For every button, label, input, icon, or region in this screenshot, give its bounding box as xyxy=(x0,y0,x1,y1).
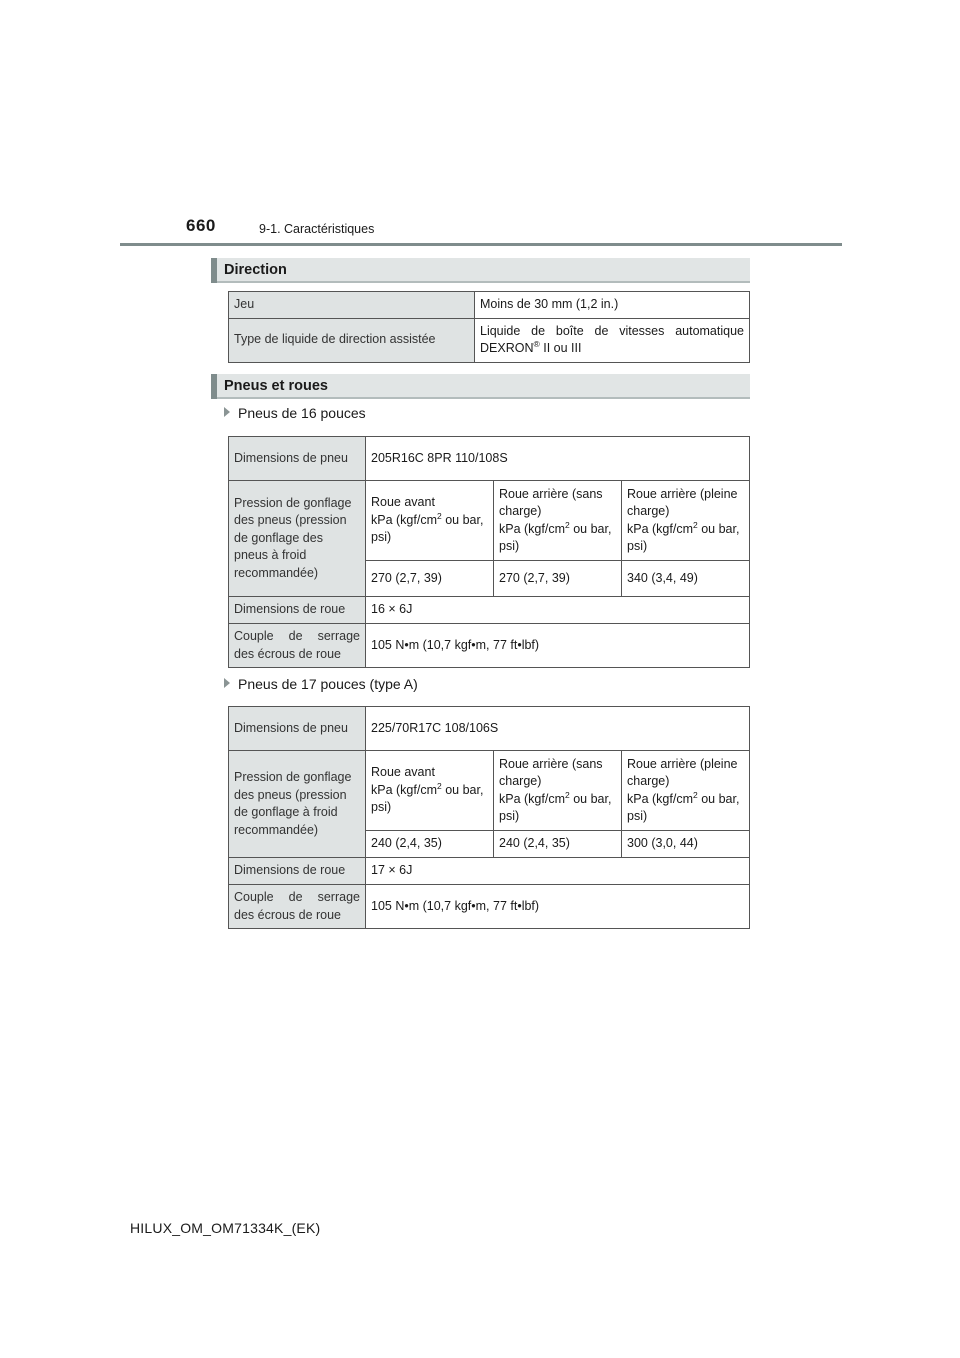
table-row xyxy=(229,318,750,362)
pressure-column-rear-empty xyxy=(494,481,622,561)
column-unit: kPa (kgf/cm xyxy=(627,521,693,536)
column-unit-tail: ou bar, psi) xyxy=(371,782,484,815)
direction-heading-text: Direction xyxy=(224,262,287,278)
registered-mark: ® xyxy=(533,338,540,349)
fluid-type-tail: II ou III xyxy=(539,341,582,355)
table-row xyxy=(229,597,750,624)
pressure-label: Pression de gonflage des pneus (pression de gonflage des pneus à froid recommandée) xyxy=(229,481,366,597)
direction-table xyxy=(228,291,750,363)
table-row xyxy=(229,437,750,481)
pressure-value-rear-empty: 240 (2,4, 35) xyxy=(494,831,622,858)
pressure-column-rear-empty xyxy=(494,751,622,831)
column-head: Roue avant xyxy=(371,495,435,510)
fluid-type-label: Type de liquide de direction assistée xyxy=(229,318,475,362)
column-head: Roue avant xyxy=(371,765,435,780)
superscript: 2 xyxy=(565,789,570,800)
column-head: Roue arrière (pleine charge) xyxy=(627,486,738,518)
tire-dimensions-label: Dimensions de pneu xyxy=(229,707,366,751)
pressure-column-rear-full xyxy=(622,481,750,561)
table-row xyxy=(229,885,750,929)
wheel-dimensions-value: 17 × 6J xyxy=(366,858,750,885)
pressure-column-front xyxy=(366,481,494,561)
column-unit-tail: ou bar, psi) xyxy=(627,791,740,823)
column-unit-tail: ou bar, psi) xyxy=(627,521,740,553)
column-head: Roue arrière (sans charge) xyxy=(499,756,603,788)
torque-label: Couple de serrage des écrous de roue xyxy=(229,624,366,668)
tires-16-title-text: Pneus de 16 pouces xyxy=(238,405,366,421)
table-row xyxy=(229,707,750,751)
pressure-value-front: 270 (2,7, 39) xyxy=(366,561,494,597)
torque-label: Couple de serrage des écrous de roue xyxy=(229,885,366,929)
column-unit-tail: ou bar, psi) xyxy=(371,512,484,545)
pressure-column-rear-full xyxy=(622,751,750,831)
table-row xyxy=(229,751,750,831)
pressure-label: Pression de gonflage des pneus (pression de gonflage à froid recommandée) xyxy=(229,751,366,858)
pressure-value-rear-full: 340 (3,4, 49) xyxy=(622,561,750,597)
torque-value: 105 N•m (10,7 kgf•m, 77 ft•lbf) xyxy=(366,885,750,929)
pressure-value-rear-full: 300 (3,0, 44) xyxy=(622,831,750,858)
column-head: Roue arrière (pleine charge) xyxy=(627,756,738,788)
column-unit: kPa (kgf/cm xyxy=(371,512,437,527)
wheel-dimensions-value: 16 × 6J xyxy=(366,597,750,624)
direction-heading xyxy=(211,258,750,283)
table-row xyxy=(229,858,750,885)
column-unit: kPa (kgf/cm xyxy=(499,521,565,536)
table-row xyxy=(229,292,750,319)
wheel-dimensions-label: Dimensions de roue xyxy=(229,597,366,624)
pressure-value-front: 240 (2,4, 35) xyxy=(366,831,494,858)
column-unit: kPa (kgf/cm xyxy=(371,782,437,797)
torque-value: 105 N•m (10,7 kgf•m, 77 ft•lbf) xyxy=(366,624,750,668)
column-unit: kPa (kgf/cm xyxy=(499,791,565,806)
fluid-type-main: Liquide de boîte de vitesses automatique DEXRON xyxy=(480,323,744,355)
document-code: HILUX_OM_OM71334K_(EK) xyxy=(130,1220,321,1236)
tires-17-title-text: Pneus de 17 pouces (type A) xyxy=(238,676,418,692)
section-title: 9-1. Caractéristiques xyxy=(259,222,375,236)
column-unit-tail: ou bar, psi) xyxy=(499,521,612,553)
superscript: 2 xyxy=(693,789,698,800)
tires-17-title xyxy=(224,676,418,692)
superscript: 2 xyxy=(437,780,442,791)
tires-16-title xyxy=(224,405,366,421)
pressure-column-front xyxy=(366,751,494,831)
table-row xyxy=(229,481,750,561)
header-rule xyxy=(120,243,842,246)
superscript: 2 xyxy=(693,519,698,530)
wheel-dimensions-label: Dimensions de roue xyxy=(229,858,366,885)
superscript: 2 xyxy=(565,519,570,530)
tire-dimensions-value: 225/70R17C 108/106S xyxy=(366,707,750,751)
superscript: 2 xyxy=(437,510,442,521)
tires-heading-text: Pneus et roues xyxy=(224,378,328,394)
direction-play-label: Jeu xyxy=(229,292,475,319)
tire-dimensions-label: Dimensions de pneu xyxy=(229,437,366,481)
column-head: Roue arrière (sans charge) xyxy=(499,486,603,518)
table-row xyxy=(229,624,750,668)
pressure-value-rear-empty: 270 (2,7, 39) xyxy=(494,561,622,597)
column-unit-tail: ou bar, psi) xyxy=(499,791,612,823)
triangle-bullet-icon xyxy=(224,678,230,688)
tires-17-table xyxy=(228,706,750,929)
fluid-type-value xyxy=(475,318,750,362)
column-unit: kPa (kgf/cm xyxy=(627,791,693,806)
direction-play-value: Moins de 30 mm (1,2 in.) xyxy=(475,292,750,319)
tire-dimensions-value: 205R16C 8PR 110/108S xyxy=(366,437,750,481)
tires-heading xyxy=(211,374,750,399)
triangle-bullet-icon xyxy=(224,407,230,417)
page-number: 660 xyxy=(186,216,216,235)
tires-16-table xyxy=(228,436,750,668)
